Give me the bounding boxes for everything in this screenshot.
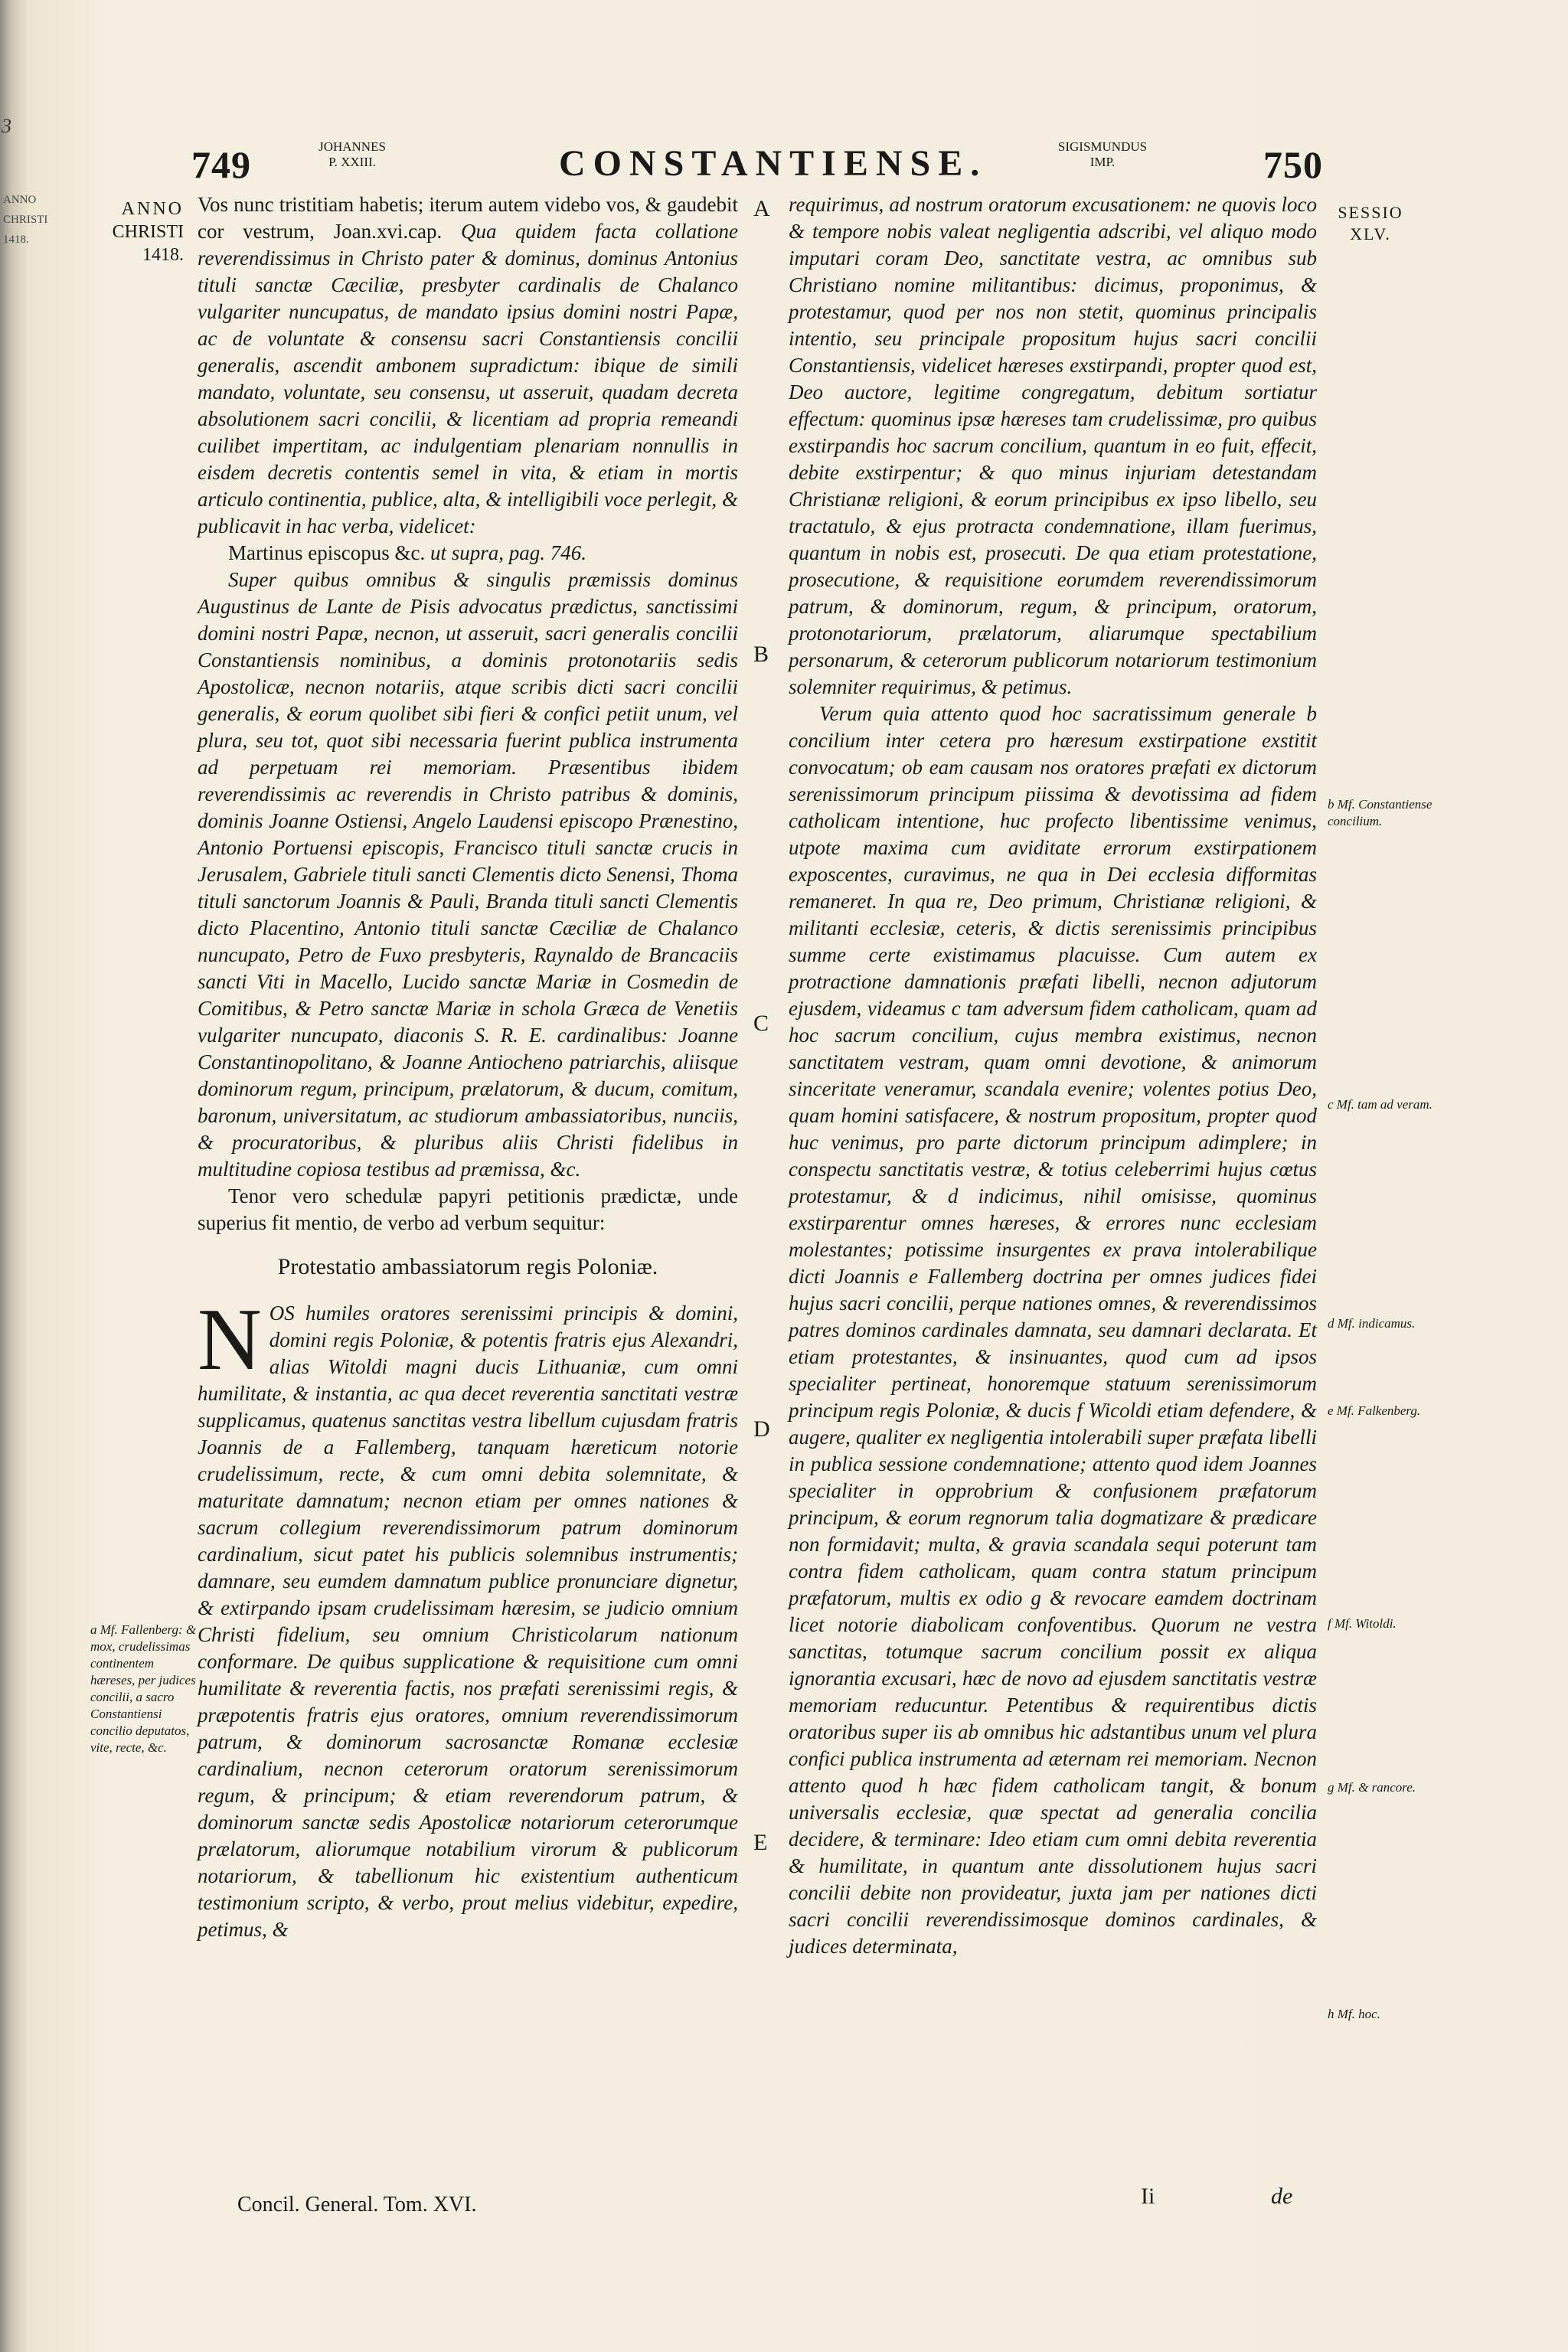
edge-mark: 3 bbox=[2, 115, 11, 137]
section-heading: Protestatio ambassiatorum regis Poloniæ. bbox=[277, 1254, 658, 1279]
signature-mark: Ii bbox=[1141, 2184, 1155, 2209]
binding-edge bbox=[0, 0, 48, 2352]
footer-volume: Concil. General. Tom. XVI. bbox=[237, 2193, 477, 2216]
paragraph: NOS humiles oratores serenissimi principis & domini, domini regis Poloniæ, & potentis fratris ejus Alexandri, alias Witoldi magni ducis Lithuaniæ, cum omni humilitate, & instantia, ac qua decet reverentia sanctitati vestræ supplicamus, quatenus sanctitas vestra libellum cujusdam fratris Joannis de a Fallemberg, tanquam hæreticum notorie crudelissimum, recte, & cum omni debita solemnitate, & maturitate damnatum; necnon etiam per omnes nationes & sacrum collegium reverendissimorum patrum dominorum cardinalium, sicut patet his publicis solemnibus instrumentis; damnare, seu eumdem damnatum publice pronunciare dignetur, & extirpando ipsam crudelissimam hæresim, se judicio omnium Christi fidelium, seu omnium Christicolarum nationum conformare. De quibus supplicatione & requisitione cum omni humilitate & reverentia factis, nos præfati serenissimi regis, & præpotentis fratris ejus oratores, omnium reverendissimorum patrum, & dominorum sacrosanctæ Romanæ ecclesiæ cardinalium, necnon ceterorum oratorum serenissimorum regum, & principum; & etiam reverendorum patrum, & dominorum sanctæ sedis Apostolicæ notariorum ceterorumque prælatorum, aliorumque notabilium virorum & publicorum notariorum, & tabellionum hic existentium authenticum testimonium scripto, & verbo, prout melius videbitur, expedire, petimus, & bbox=[198, 1291, 738, 1941]
margin-note-g: g Mf. & rancore. bbox=[1328, 1780, 1416, 1795]
session-label: SESSIO XLV. bbox=[1338, 203, 1403, 243]
section-letter: B bbox=[753, 642, 769, 667]
page-header bbox=[191, 135, 1416, 196]
page-number-right: 750 bbox=[1263, 143, 1323, 186]
running-head-left: JOHANNES P. XXIII. bbox=[318, 139, 386, 169]
margin-note-a: a Mf. Fallenberg: & mox, crudelissimas continentem hæreses, per judices concilii, a sacro Constantiensi concilio deputatos, vite, recte, &c. bbox=[90, 1622, 197, 1755]
edge-margin-fragment: ANNO CHRISTI 1418. bbox=[3, 194, 48, 246]
margin-note-e: e Mf. Falkenberg. bbox=[1328, 1403, 1421, 1418]
drop-cap: N bbox=[198, 1291, 262, 1389]
margin-note-c: c Mf. tam ad veram. bbox=[1328, 1097, 1432, 1112]
column-right bbox=[789, 191, 1317, 1960]
margin-note-h: h Mf. hoc. bbox=[1328, 2007, 1380, 2021]
paragraph: Super quibus omnibus & singulis præmissis dominus Augustinus de Lante de Pisis advocatus prædictus, sanctissimi domini nostri Papæ, necnon, ut asseruit, sacri generalis concilii Constantiensis nominibus, a dominis protonotariis sedis Apostolicæ, necnon notariis, atque scribis dicti sacri concilii generalis, & eorum quolibet sibi fieri & confici petiit unum, vel plura, seu tot, quot sibi necessaria fuerint publica instrumenta ad perpetuam rei memoriam. Præsentibus ibidem reverendissimis ac reverendis in Christo patribus & dominis, dominis Joanne Ostiensi, Angelo Laudensi episcopo Prænestino, Antonio Portuensi episcopis, Francisco tituli sanctæ crucis in Jerusalem, Gabriele tituli sancti Clementis dicto Senensi, Thoma tituli sanctorum Joannis & Pauli, Branda tituli sancti Clementis dicto Placentino, Antonio tituli sanctæ Cæciliæ de Chalanco nuncupato, Petro de Fuxo presbyteris, Raynaldo de Brancaciis sancti Viti in Macello, Lucido sanctæ Mariæ in Cosmedin de Comitibus, & Petro sanctæ Mariæ in schola Græca de Venetiis vulgariter nuncupato, diaconis S. R. E. cardinalibus: Joanne Constantinopolitano, & Joanne Antiocheno patriarchis, aliisque dominorum regum, principum, prælatorum, & ducum, comitum, baronum, universitatum, ac studiorum ambassiatoribus, nunciis, & procuratoribus, & pluribus aliis Christi fidelibus in multitudine copiosa testibus ad præmissa, &c. bbox=[198, 568, 738, 1181]
section-letter: C bbox=[753, 1011, 769, 1036]
section-letter: E bbox=[753, 1830, 768, 1855]
margin-note-d: d Mf. indicamus. bbox=[1328, 1316, 1416, 1331]
paragraph: Tenor vero schedulæ papyri petitionis prædictæ, unde superius fit mentio, de verbo ad verbum sequitur: bbox=[198, 1184, 738, 1234]
paragraph: Verum quia attento quod hoc sacratissimum generale b concilium inter cetera pro hæresum exstirpatione exstitit convocatum; ob eam causam nos oratores præfati ex dictorum serenissimorum principum piissima & devotissima ad fidem catholicam intentione, huc profecto libentissime venimus, utpote maxima cum aviditate errorum exstirpationem exposcentes, curavimus, ne qua in Dei ecclesia difformitas remaneret. In qua re, Deo primum, Christianæ religioni, & militanti ecclesiæ, ceteris, & dictis serenissimis principibus summe certe existimamus placuisse. Cum autem ex protractione damnationis præfati libelli, necnon adjutorum ejusdem, videamus c tam adversum fidem catholicam, quam ad hoc sacrum concilium, cujus membra existimus, necnon sanctitatem vestram, quam omni devotione, & animorum sinceritate veneramur, scandala evenire; volentes potius Deo, quam homini satisfacere, & nostrum propositum, propter quod huc venimus, pro parte dictorum principum adimplere; in conspectu sanctitatis vestræ, & totius celeberrimi hujus cœtus protestamur, & d indicimus, nihil omisisse, quominus exstirparentur omnes hæreses, & errores nunc ecclesiam molestantes; potissime insurgentes ex prava intolerabilique dicti Joannis e Fallemberg doctrina per omnes judices fidei hujus sacri concilii, perque nationes omnes, & reverendissimos patres dominos cardinales damnata, seu damnari declarata. Et etiam protestantes, & insinuantes, quod cum ad ipsos specialiter pertineat, honoremque statuum serenissimorum principum regis Poloniæ, & ducis f Wicoldi etiam defendere, & augere, qualiter ex negligentia intolerabili super præfata libelli in publica sessione condemnatione; attento quod idem Joannes specialiter in opprobrium & confusionem præfatorum principum, & eorum regnorum talia dogmatizare & prædicare non formidavit; multa, & gravia scandala sequi poterunt tam contra fidem catholicam, quam contra statum principum præfatorum, multis ex odio g & revocare eamdem doctrinam licet notorie diabolicam confoventibus. Quorum ne vestra sanctitas, totumque sacrum concilium possit ex aliqua ignorantia excusari, hæc de novo ad ejusdem sanctitatis vestræ memoriam reducuntur. Petentibus & requirentibus dictis oratoribus super iis ab omnibus hic adstantibus unum vel plura confici publica instrumenta ad æternam rei memoriam. Necnon attento quod h hæc fidem catholicam tangit, & bonum universalis ecclesiæ, quæ spectat ad generalia concilia decidere, & terminare: Ideo etiam cum omni debita reverentia & humilitate, in quantum ante dissolutionem hujus sacri concilii debite non provideatur, juxta jam per nationes dicti sacri concilii reverendissimosque dominos cardinales, & judices determinata, bbox=[789, 702, 1317, 1958]
running-head-right: SIGISMUNDUS IMP. bbox=[1057, 139, 1148, 169]
margin-note-f: f Mf. Witoldi. bbox=[1328, 1616, 1396, 1631]
section-letter: D bbox=[753, 1416, 770, 1442]
paragraph: Vos nunc tristitiam habetis; iterum autem videbo vos, & gaudebit cor vestrum, Joan.xvi.cap. Qua quidem facta collatione reverendissimus in Christo pater & dominus, dominus Antonius tituli sanctæ Cæciliæ, presbyter cardinalis de Chalanco vulgariter nuncupatus, de mandato ipsius domini nostri Papæ, ac de voluntate & consensu sacri Constantiensis concilii generalis, ascendit ambonem supradictum: ibique de simili mandato, voluntate, seu consensu, ut asseruit, quadam decreta absolutionem sacri concilii, & licentiam ad propria remeandi cuilibet impertitam, ac indulgentiam plenariam nonnullis in eisdem decretis contentis semel in vita, & etiam in mortis articulo continentia, publice, alta, & intelligibili voce perlegit, & publicavit in hac verba, videlicet: bbox=[198, 193, 738, 537]
page-title: CONSTANTIENSE. bbox=[559, 143, 988, 184]
column-left bbox=[198, 191, 738, 1943]
paragraph: Martinus episcopus &c. ut supra, pag. 746. bbox=[228, 541, 586, 564]
paragraph: requirimus, ad nostrum oratorum excusationem: ne quovis loco & tempore nobis valeat negligentia adscribi, vel aliquo modo imputari coram Deo, sanctitate vestra, ac omnibus sub Christiano nomine militantibus: dicimus, proponimus, & protestamur, quod per nos non stetit, quominus principalis intentio, seu principale propositum hujus sacri concilii Constantiensis, videlicet hæreses exstirpandi, propter quod est, Deo auctore, legitime congregatum, debitum sortiatur effectum: quominus ipsæ hæreses tam crudelissimæ, pro quibus exstirpandis hoc sacrum concilium, quantum in eo fuit, effecit, debite exstirpentur; & quo minus injuriam detestandam Christianæ religioni, & eorum principibus ex ipso libello, seu tractatulo, & ejus protracta condemnatione, illam fuerimus, quantum in nobis est, prosecuti. De qua etiam protestatione, prosecutione, & requisitione eorumdem reverendissimorum patrum, & dominorum, regum, & principum, oratorum, protonotariorum, prælatorum, aliarumque spectabilium personarum, & ceterorum publicorum notariorum testimonium solemniter requirimus, & petimus. bbox=[789, 193, 1317, 698]
catchword: de bbox=[1271, 2184, 1293, 2209]
page-number-left: 749 bbox=[191, 143, 251, 186]
margin-note-b: b Mf. Constantiense concilium. bbox=[1328, 797, 1432, 828]
margin-year-block: ANNO CHRISTI 1418. bbox=[112, 199, 184, 265]
section-letter: A bbox=[753, 196, 770, 221]
